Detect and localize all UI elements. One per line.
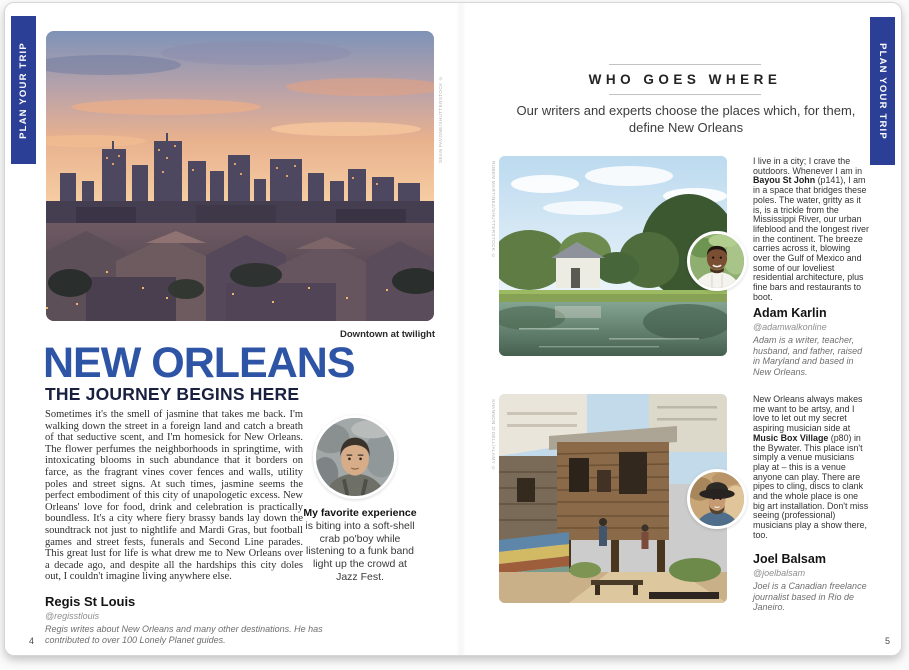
joel-balsam-avatar (687, 469, 747, 529)
favorite-experience-lead: My favorite experience (303, 507, 417, 519)
joel-bio: Joel is a Canadian freelance journalist based in Rio de Janeiro. (753, 581, 867, 613)
intro-body-text: Sometimes it's the smell of jasmine that takes me back. I'm walking down the street in a foreign land and catch a breath of that seductive scent, and I'm homesick for New Orleans. The flower perfumes the neighborhoods in springtime, with intoxicating blooms in such abundance that it borders on farce, as the fragrant vines cover fences and walls, utility poles and street signs. At such times, jasmine seems the perfect embodiment of this city of unapologetic excess. New Orleans' love for food, drink and celebration is practically boundless. It's a city where fiery brassy bands lay down the soundtrack not just to nightlife and Mardi Gras, but football games and street fests, funerals and Second Line parades. This great lust for life is what drew me to New Orleans over a decade ago, and despite all the hardships this city doles out, I couldn't imagine living anywhere else. (45, 409, 303, 583)
page-seam (456, 3, 466, 655)
downtown-twilight-photo (46, 31, 434, 321)
joel-name: Joel Balsam (753, 552, 826, 566)
adam-name: Adam Karlin (753, 306, 827, 320)
joel-avatar-illustration (690, 472, 744, 526)
page-title: NEW ORLEANS (43, 339, 355, 387)
right-plan-your-trip-tab (870, 17, 895, 165)
adam-entry-text (753, 157, 869, 303)
right-tab-label: PLAN YOUR TRIP (877, 42, 889, 140)
left-plan-your-trip-tab (11, 16, 36, 164)
right-page-number: 5 (885, 636, 891, 646)
who-goes-where-subheading: Our writers and experts choose the places which, for them, define New Orleans (516, 103, 856, 135)
joel-entry-text (753, 395, 869, 541)
adam-avatar-illustration (690, 234, 744, 288)
page-subtitle: THE JOURNEY BEGINS HERE (45, 384, 300, 404)
left-tab-label: PLAN YOUR TRIP (18, 41, 30, 139)
adam-karlin-avatar (687, 231, 747, 291)
adam-place-bold: Bayou St John (753, 175, 816, 186)
joel-text-post: (p80) in the Bywater. This place isn't simply a venue musicians play at – this is a venue anyone can play. There are pipes to cling, discs to clank and the whole place is one big art installation. Don't miss seeing (professional) musicians play a show there, too. (753, 432, 869, 540)
music-box-photo-credit: SHANNON O'DELL/ALAMY © (491, 399, 496, 472)
regis-portrait (313, 415, 397, 499)
favorite-experience-rest: is biting into a soft-shell crab po'boy while listening to a funk band light up the crowd at Jazz Fest. (305, 519, 415, 583)
left-page-number: 4 (29, 636, 35, 646)
heading-rule-top (609, 64, 761, 65)
downtown-twilight-illustration (46, 31, 434, 321)
adam-bio: Adam is a writer, teacher, husband, and father, raised in Maryland and based in New Orleans. (753, 335, 863, 377)
regis-name: Regis St Louis (45, 594, 136, 609)
regis-handle: @regisstlouis (45, 611, 100, 621)
bayou-photo-credit: RUBEN MARTINEZ/SHUTTERSTOCK © (491, 161, 496, 259)
book-spread (4, 2, 902, 656)
adam-text-post: (p141), I am in a space that bridges these poles. The water, gritty as it is, is a trickle from the Mississippi River, our urban lifeblood and the longest river in the continent. The breeze carries across it, blowing over the Gulf of Mexico and some of our loveliest residential architecture, plus fine bars and restaurants to boot. (753, 175, 869, 302)
regis-portrait-illustration (316, 418, 394, 496)
joel-text-pre: New Orleans always makes me want to be artsy, and I love to let out my secret aspiring musician side at (753, 394, 863, 434)
regis-bio: Regis writes about New Orleans and many other destinations. He has contributed to over 100 Lonely Planet guides. (45, 624, 323, 645)
heading-rule-bottom (609, 94, 761, 95)
joel-place-bold: Music Box Village (753, 432, 829, 443)
favorite-experience-text (301, 507, 419, 584)
adam-text-pre: I live in a city; I crave the outdoors. Whenever I am in (753, 156, 863, 176)
adam-handle: @adamwalkonline (753, 322, 827, 332)
downtown-photo-credit: SEAN PAVONE/SHUTTERSTOCK © (438, 75, 443, 163)
who-goes-where-heading: WHO GOES WHERE (588, 72, 782, 87)
downtown-photo-caption: Downtown at twilight (340, 329, 435, 340)
joel-handle: @joelbalsam (753, 568, 806, 578)
